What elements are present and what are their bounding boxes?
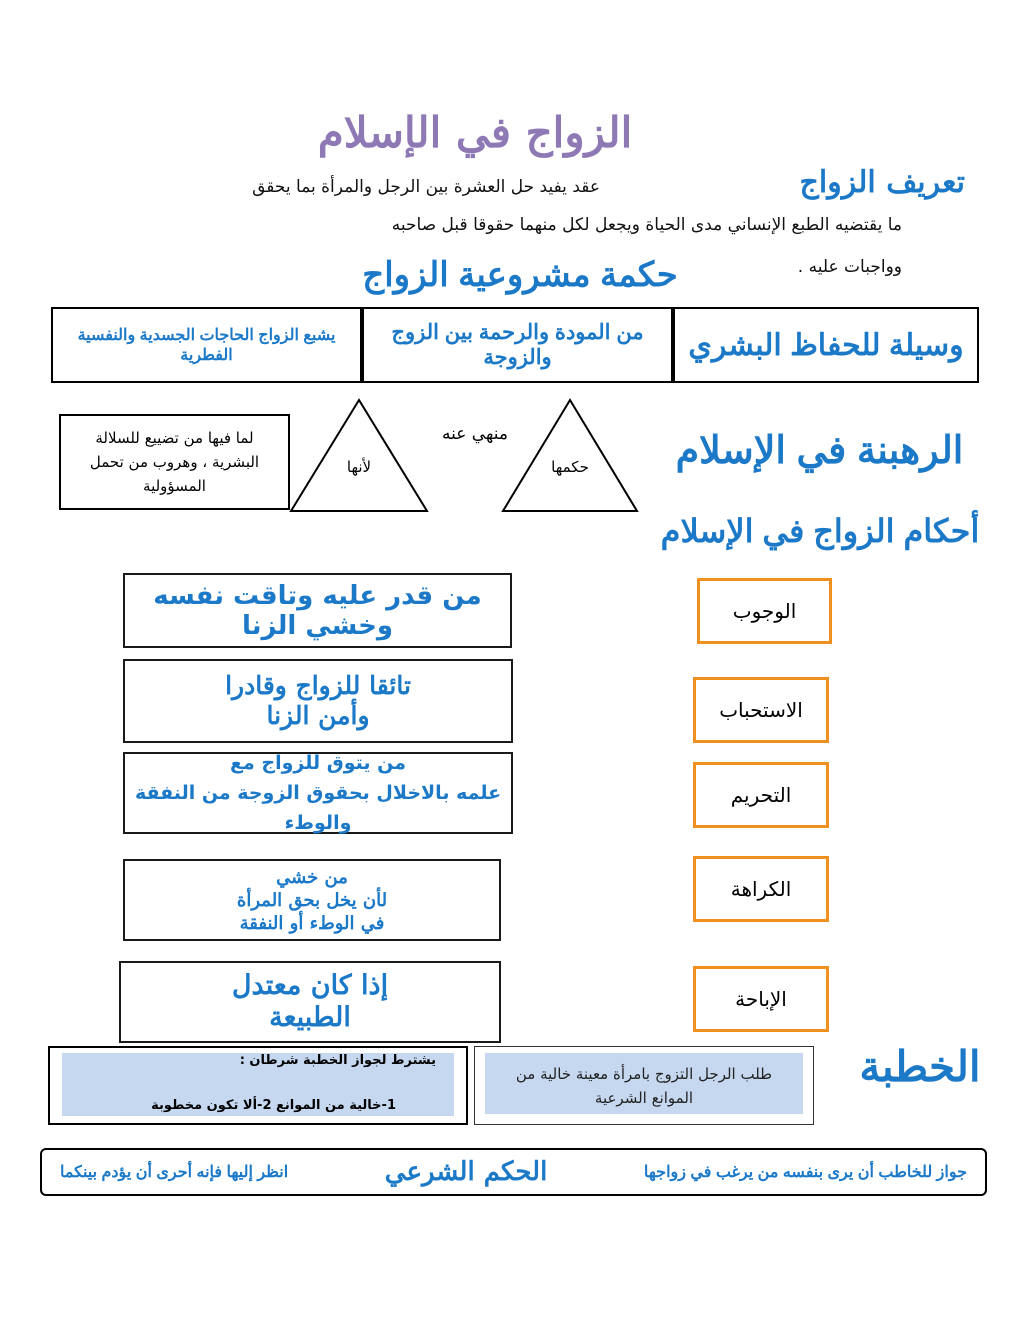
ruling-condition-obligatory: من قدر عليه وتاقت نفسه وخشي الزنا (123, 573, 512, 648)
ruling-condition-disliked (123, 859, 501, 941)
definition-line-2: ما يقتضيه الطبع الإنساني مدى الحياة ويجعل لكل منهما حقوقا قبل صاحبه (391, 215, 902, 235)
monasticism-heading: الرهبنة في الإسلام (675, 430, 964, 472)
wisdom-item-needs: يشبع الزواج الحاجات الجسدية والنفسية الفطرية (51, 307, 362, 383)
ruling-name-permissible: الإباحة (693, 966, 829, 1032)
permissible-line-2: الطبيعة (269, 1002, 351, 1033)
ruling-condition-permissible (119, 961, 501, 1043)
engagement-definition: طلب الرجل التزوج بامرأة معينة خالية من الموانع الشرعية (515, 1064, 773, 1107)
recommended-line-2: وأمن الزنا (266, 701, 370, 730)
definition-label: تعريف الزواج (799, 165, 965, 200)
conditions-list: 1-خالية من الموانع 2-ألا تكون مخطوبة (151, 1098, 396, 1113)
wisdom-item-affection: من المودة والرحمة بين الزوج والزوجة (362, 307, 673, 383)
ruling-bar-left-text: انظر إليها فإنه أحرى أن يؤدم بينكما (60, 1164, 289, 1181)
disliked-line-3: في الوطء أو النفقة (239, 912, 385, 934)
ruling-label: حكمها (551, 458, 589, 476)
forbidden-line-1: من يتوق للزواج مع (230, 752, 406, 774)
ruling-bar-right-text: جواز للخاطب أن يرى بنفسه من يرغب في زواجها (643, 1164, 967, 1181)
ruling-bar-label: الحكم الشرعي (384, 1157, 548, 1187)
recommended-line-1: تائقا للزواج وقادرا (225, 671, 411, 700)
ruling-condition-recommended (123, 659, 513, 743)
page-title: الزواج في الإسلام (317, 108, 633, 157)
forbidden-line-2: علمه بالاخلال بحقوق الزوجة من النفقة والوطء (134, 782, 502, 834)
conditions-title: يشترط لجواز الخطبة شرطان : (239, 1053, 436, 1068)
ruling-name-disliked: الكراهة (693, 856, 829, 922)
ruling-condition-forbidden (123, 752, 513, 834)
engagement-definition-box (474, 1046, 814, 1125)
reason-text-box (59, 414, 290, 510)
engagement-conditions-box (48, 1046, 468, 1125)
ruling-name-obligatory: الوجوب (697, 578, 832, 644)
reason-label: لأنها (346, 458, 372, 476)
disliked-line-1: من خشي (276, 866, 348, 888)
ruling-value: منهي عنه (441, 424, 509, 444)
sharia-ruling-bar (40, 1148, 987, 1196)
wisdom-heading: حكمة مشروعية الزواج (362, 256, 678, 294)
engagement-heading: الخطبة (859, 1043, 981, 1090)
rulings-heading: أحكام الزواج في الإسلام (660, 513, 980, 549)
ruling-name-forbidden: التحريم (693, 762, 829, 828)
disliked-line-2: لأن يخل بحق المرأة (236, 889, 388, 911)
reason-triangle (288, 397, 430, 514)
ruling-triangle (500, 397, 640, 514)
permissible-line-1: إذا كان معتدل (231, 970, 389, 1001)
ruling-name-recommended: الاستحباب (693, 677, 829, 743)
reason-text: لما فيها من تضييع للسلالة البشرية ، وهروب من تحمل المسؤولية (89, 429, 260, 495)
wisdom-item-preservation: وسيلة للحفاظ البشري (673, 307, 979, 383)
definition-line-1: عقد يفيد حل العشرة بين الرجل والمرأة بما يحقق (252, 177, 600, 197)
definition-line-3: وواجبات عليه . (797, 257, 902, 277)
